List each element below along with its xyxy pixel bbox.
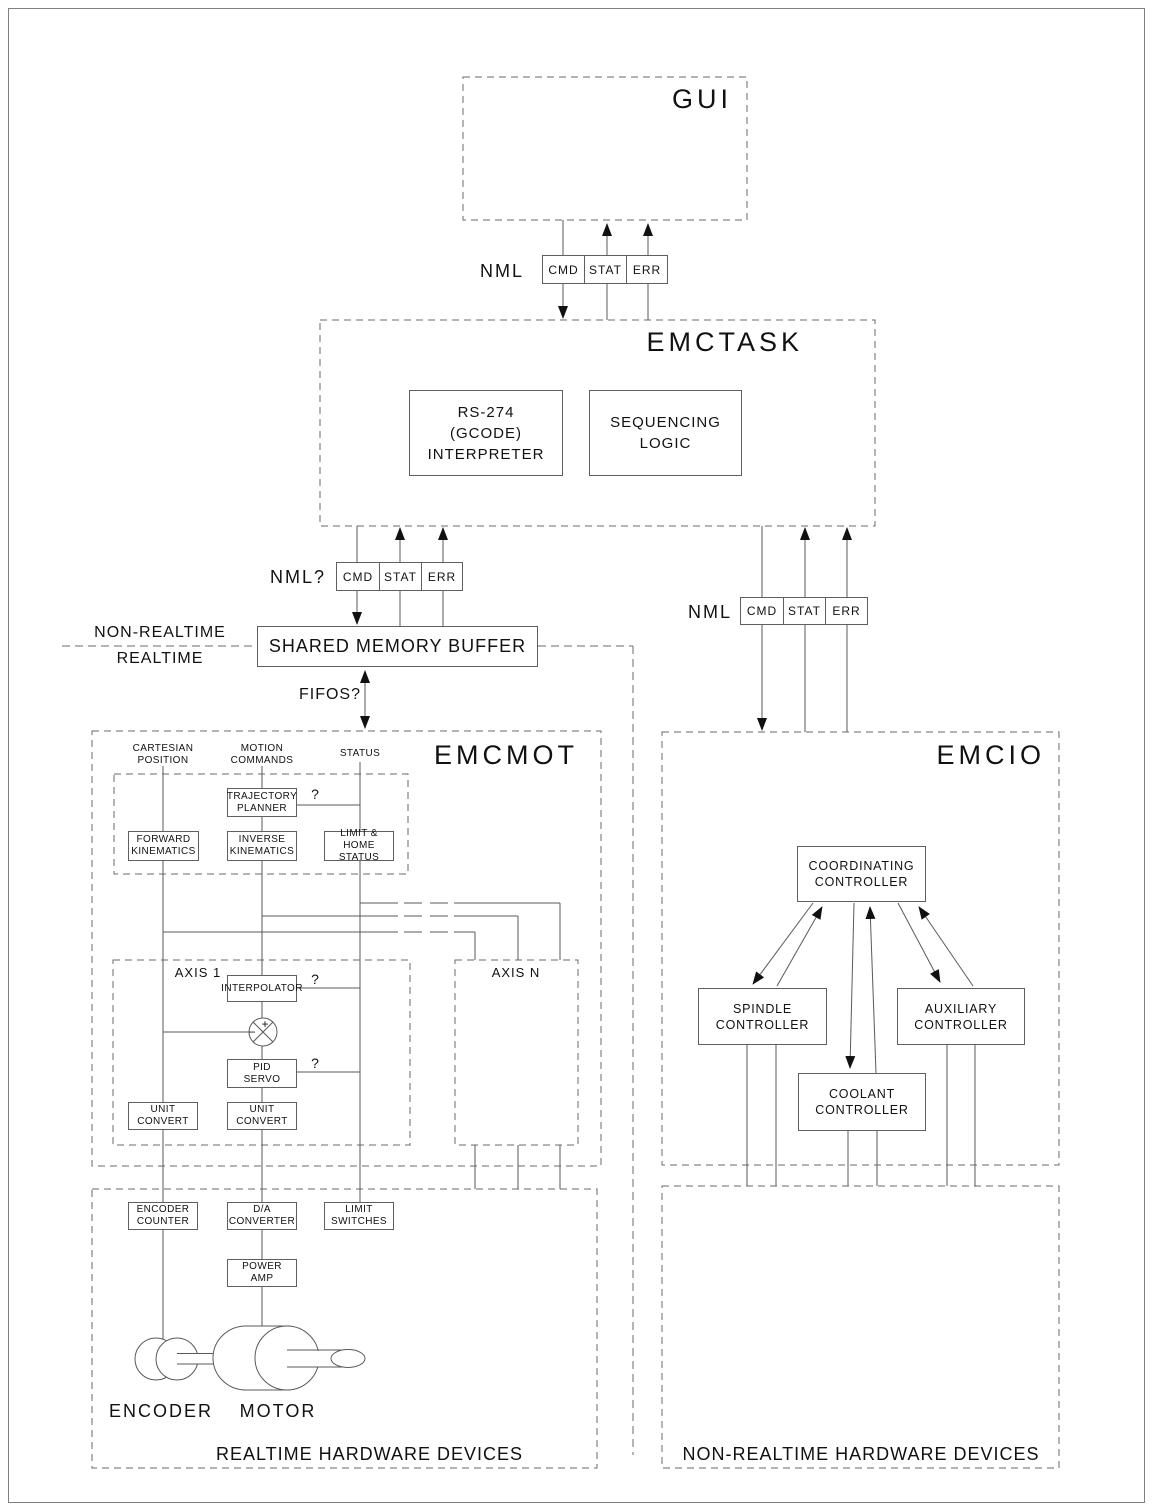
motor-shaft-end	[331, 1350, 365, 1368]
coolant-controller-line1: COOLANT	[828, 1087, 896, 1101]
gcode-interpreter-line3: INTERPRETER	[427, 445, 545, 463]
nml-left-err-box	[421, 562, 463, 591]
interpolator-box	[221, 975, 303, 1002]
limit-home-status-line2: STATUS	[338, 852, 380, 863]
axisn-box	[455, 960, 578, 1145]
unit-convert-line2: CONVERT	[236, 1116, 288, 1127]
gcode-interpreter-box	[409, 390, 563, 476]
shared-memory-buffer-label: SHARED MEMORY BUFFER	[268, 636, 527, 656]
nml-top-stat-label: STAT	[589, 262, 622, 277]
auxiliary-controller-line1: AUXILIARY	[924, 1001, 998, 1016]
power-amp-box	[227, 1259, 297, 1287]
nml-right-cmd-box	[740, 597, 784, 625]
sequencing-logic-box	[589, 390, 742, 476]
nml-top-label: NML	[479, 261, 524, 281]
motion-header-line1: MOTION	[240, 743, 284, 754]
realtime-hw-label: REALTIME HARDWARE DEVICES	[216, 1444, 524, 1464]
nml-right-err-box	[825, 597, 868, 625]
boundary-nonrealtime-label: NON-REALTIME	[94, 624, 226, 641]
coordinating-controller-line1: COORDINATING	[808, 859, 915, 873]
emctask-title: EMCTASK	[646, 327, 803, 357]
realtime-hw-box	[92, 1189, 597, 1468]
boundary-realtime-label: REALTIME	[116, 650, 204, 667]
motor-label: MOTOR	[239, 1401, 317, 1421]
pid-question-mark: ?	[311, 1055, 319, 1071]
coordinating-controller-line2: CONTROLLER	[814, 875, 909, 889]
sum-minus-sign: −	[248, 1025, 256, 1039]
nml-top-err-box	[626, 255, 668, 284]
inverse-kinematics-line2: KINEMATICS	[229, 846, 295, 857]
forward-kinematics-box	[128, 831, 199, 861]
inverse-kinematics-line1: INVERSE	[238, 834, 286, 845]
nml-right-err-label: ERR	[832, 604, 861, 618]
power-amp-line1: POWER	[242, 1261, 282, 1272]
forward-kinematics-line1: FORWARD	[136, 834, 191, 845]
spindle-controller-line2: CONTROLLER	[715, 1017, 810, 1032]
coolant-controller-box	[798, 1073, 926, 1131]
coolant-controller-line2: CONTROLLER	[815, 1103, 909, 1117]
encoder-counter-line2: COUNTER	[136, 1216, 190, 1227]
emcmot-title: EMCMOT	[434, 740, 578, 770]
nml-top-stat-box	[584, 255, 627, 284]
trajectory-planner-line1: TRAJECTORY	[226, 790, 298, 802]
sequencing-logic-line1: SEQUENCING	[610, 414, 721, 431]
interpolator-label: INTERPOLATOR	[221, 982, 303, 994]
motion-commands-header	[222, 743, 302, 767]
spindle-controller-line1: SPINDLE	[732, 1001, 793, 1016]
da-converter-box	[227, 1202, 297, 1230]
summing-junction	[248, 1017, 277, 1046]
auxiliary-controller-box	[897, 988, 1025, 1045]
nml-left-label: NML?	[269, 567, 326, 587]
gcode-interpreter-line1: RS-274	[457, 403, 515, 421]
nml-left-cmd-box	[336, 562, 380, 591]
unit-convert-position-box	[128, 1102, 198, 1130]
axisn-label: AXIS N	[491, 965, 541, 980]
nml-left-err-label: ERR	[427, 569, 457, 584]
limit-switches-line2: SWITCHES	[331, 1216, 387, 1227]
nml-right-stat-label: STAT	[788, 604, 821, 618]
pid-servo-line1: PID	[253, 1061, 271, 1073]
axis1-label: AXIS 1	[174, 965, 222, 980]
da-converter-line2: CONVERTER	[228, 1216, 296, 1227]
nml-top-err-label: ERR	[632, 262, 662, 277]
nml-right-wires	[762, 526, 847, 732]
emcmot-box	[92, 731, 601, 1166]
da-converter-line1: D/A	[253, 1204, 271, 1215]
pid-servo-box	[227, 1059, 297, 1088]
nml-left-cmd-label: CMD	[342, 569, 374, 584]
limit-home-status-box	[324, 828, 394, 863]
trajectory-question-mark: ?	[311, 786, 319, 802]
nml-left-stat-box	[379, 562, 422, 591]
unit-convert-line2: CONVERT	[137, 1116, 189, 1127]
cartesian-header-line1: CARTESIAN	[132, 743, 194, 754]
cartesian-header-line2: POSITION	[137, 755, 189, 766]
sum-plus-sign: +	[261, 1017, 269, 1031]
auxiliary-controller-line2: CONTROLLER	[914, 1017, 1008, 1032]
trajectory-planner-box	[227, 788, 297, 817]
nonrealtime-hw-label: NON-REALTIME HARDWARE DEVICES	[682, 1444, 1040, 1464]
motion-header-line2: COMMANDS	[230, 755, 294, 766]
status-header: STATUS	[339, 748, 381, 759]
limit-switches-box	[324, 1202, 394, 1230]
cartesian-position-header	[123, 743, 203, 767]
limit-switches-line1: LIMIT	[345, 1204, 373, 1215]
spindle-controller-box	[698, 988, 827, 1045]
encoder-motor-drawing	[135, 1326, 365, 1390]
shared-memory-buffer-box	[257, 626, 538, 667]
nml-right-label: NML	[687, 602, 732, 622]
gcode-interpreter-line2: (GCODE)	[450, 424, 522, 442]
unit-convert-line1: UNIT	[249, 1104, 275, 1115]
nml-left-stat-label: STAT	[384, 569, 417, 584]
encoder-counter-box	[128, 1202, 198, 1230]
encoder-counter-line1: ENCODER	[136, 1204, 190, 1215]
nml-right-cmd-label: CMD	[746, 604, 778, 618]
sequencing-logic-line2: LOGIC	[639, 435, 692, 452]
emcio-title: EMCIO	[936, 740, 1045, 770]
nml-right-stat-box	[783, 597, 826, 625]
fifos-label: FIFOS?	[298, 686, 361, 703]
coordinating-controller-box	[797, 846, 926, 902]
inverse-kinematics-box	[227, 831, 297, 861]
trajectory-planner-line2: PLANNER	[236, 802, 288, 814]
nonrealtime-hw-box	[662, 1186, 1059, 1468]
power-amp-line2: AMP	[250, 1273, 274, 1284]
forward-kinematics-line2: KINEMATICS	[131, 846, 196, 857]
limit-home-status-line1: LIMIT & HOME	[340, 828, 378, 851]
gui-title: GUI	[671, 84, 732, 114]
nml-top-cmd-box	[542, 255, 585, 284]
unit-convert-output-box	[227, 1102, 297, 1130]
interpolator-question-mark: ?	[311, 971, 319, 987]
pid-servo-line2: SERVO	[243, 1073, 281, 1085]
nml-top-cmd-label: CMD	[548, 262, 579, 277]
encoder-label: ENCODER	[108, 1401, 213, 1421]
unit-convert-line1: UNIT	[150, 1104, 176, 1115]
